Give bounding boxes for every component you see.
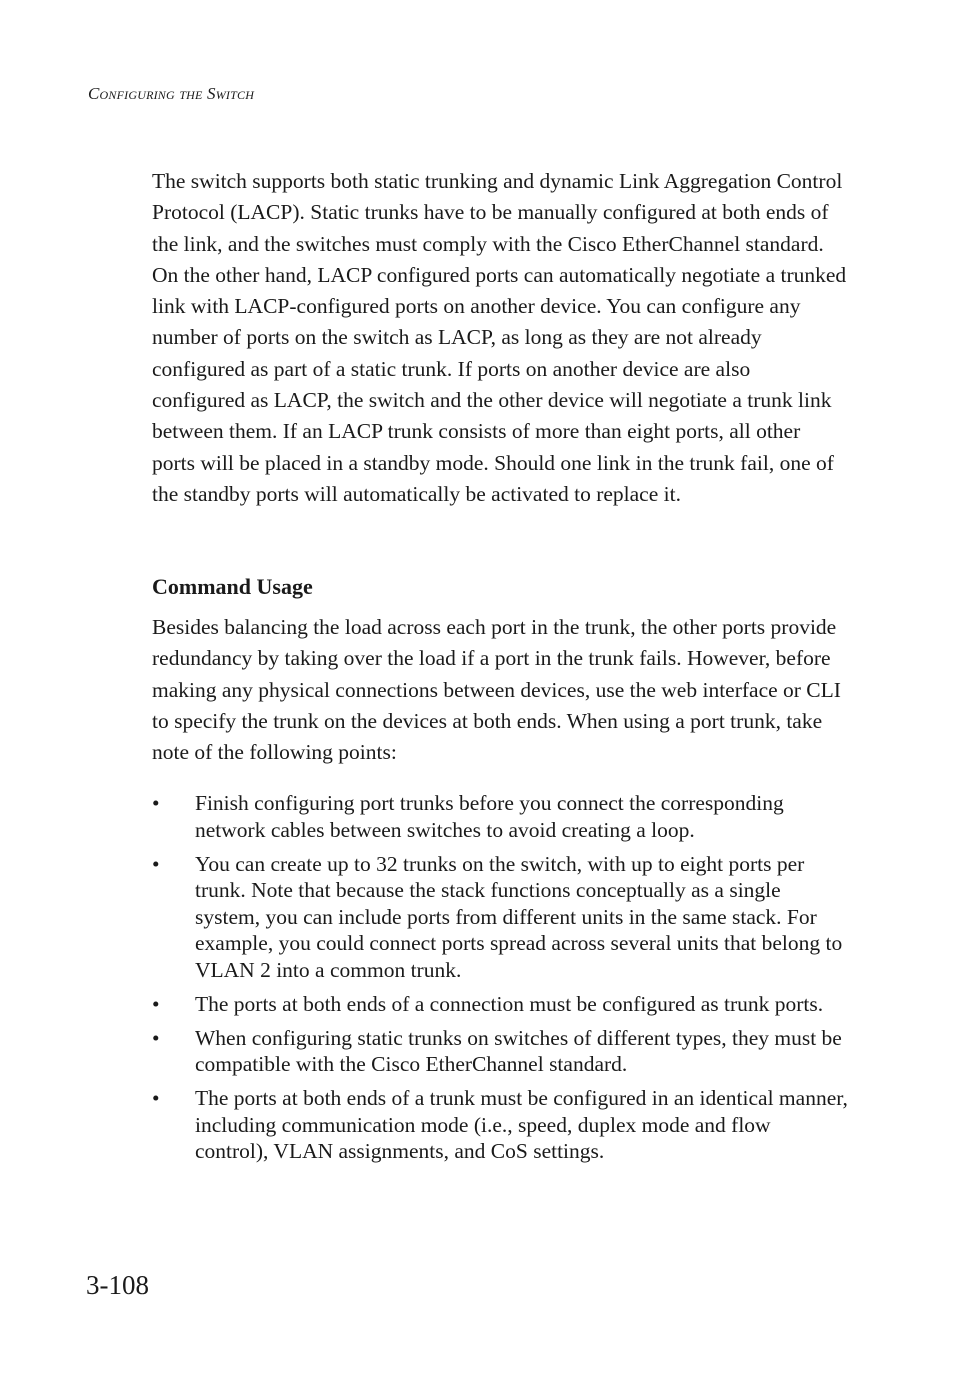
bullet-icon: • — [152, 991, 160, 1016]
list-item — [152, 1085, 848, 1165]
running-header: Configuring the Switch — [88, 84, 255, 103]
intro-paragraph: The switch supports both static trunking and dynamic Link Aggregation Control Protocol (LACP). Static trunks have to be manually configured at both ends of the link, and the switches must comply with the Cisco EtherChannel standard. On the other hand, LACP configured ports can automatically negotiate a trunked link with LACP-configured ports on another device. You can configure any number of ports on the switch as LACP, as long as they are not already configured as part of a static trunk. If ports on another device are also configured as LACP, the switch and the other device will negotiate a trunk link between them. If an LACP trunk consists of more than eight ports, all other ports will be placed in a standby mode. Should one link in the trunk fail, one of the standby ports will automatically be activated to replace it. — [152, 169, 847, 506]
list-item — [152, 851, 848, 984]
bullet-icon: • — [152, 791, 160, 815]
list-item — [152, 991, 848, 1018]
page-body — [152, 166, 848, 1163]
list-item-text: Finish configuring port trunks before you connect the corresponding network cables between switches to avoid creating a loop. — [195, 791, 784, 842]
list-item — [152, 790, 848, 843]
page-number: 3-108 — [86, 1270, 149, 1300]
list-item-text: You can create up to 32 trunks on the switch, with up to eight ports per trunk. Note that because the stack functions conceptually as a single system, you can include ports from different units in the same stack. For example, you could connect ports spread across several units that belong to VLAN 2 into a common trunk. — [195, 851, 843, 982]
command-usage-paragraph: Besides balancing the load across each port in the trunk, the other ports provide redundancy by taking over the load if a port in the trunk fails. However, before making any physical connections between devices, use the web interface or CLI to specify the trunk on the devices at both ends. When using a port trunk, take note of the following points: — [152, 615, 841, 765]
list-item-text: The ports at both ends of a connection must be configured as trunk ports. — [195, 991, 824, 1016]
bullet-icon: • — [152, 1025, 160, 1050]
list-item — [152, 1025, 848, 1078]
list-item-text: The ports at both ends of a trunk must be configured in an identical manner, including communication mode (i.e., speed, duplex mode and flow control), VLAN assignments, and CoS settings. — [195, 1086, 848, 1163]
bullet-icon: • — [152, 851, 160, 876]
bullet-icon: • — [152, 1086, 160, 1110]
list-item-text: When configuring static trunks on switches of different types, they must be compatible with the Cisco EtherChannel standard. — [195, 1025, 842, 1076]
bullet-list — [152, 790, 848, 1172]
section-heading: Command Usage — [152, 574, 313, 599]
